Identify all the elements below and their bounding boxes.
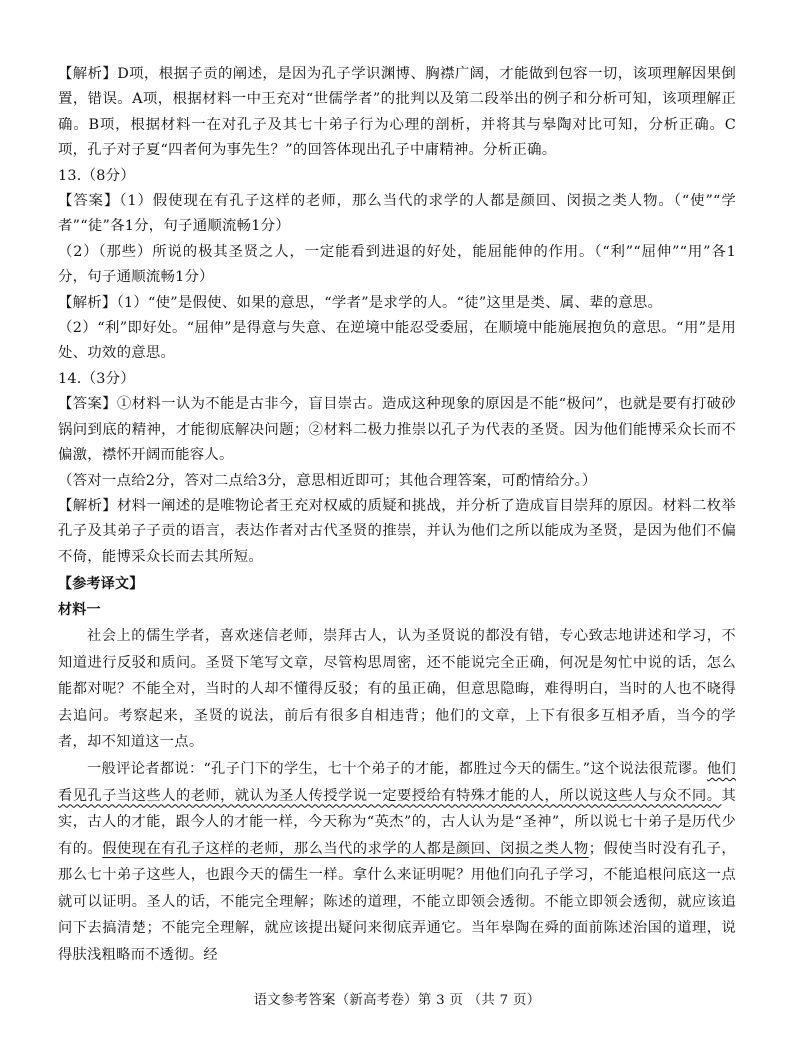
translation-2-sentence-b-underlined: 他们看见孔子当这些人的老师，就认为圣人传授学说一定要授给有特殊才能的人，所以说这些人与众不同。 <box>58 760 736 804</box>
analysis-13-part-2: （2）“利”即好处。“屈伸”是得意与失意、在逆境中能忍受委屈，在顺境中能施展抱负的意思。“用”是用处、功效的意思。 <box>58 320 736 362</box>
answer-14: 【答案】①材料一认为不能是古非今，盲目崇古。造成这种现象的原因是不能“极问”，也就是要有打破砂锅问到底的精神，才能彻底解决问题；②材料二极力推崇以孔子为代表的圣贤。因为他们能博采众长而不偏激，襟怀开阔而能容人。 <box>58 396 736 464</box>
analysis-paragraph-q12: 【解析】D项，根据子贡的阐述，是因为孔子学识渊博、胸襟广阔，才能做到包容一切，该项理解因果倒置，错误。A项，根据材料一中王充对“世儒学者”的批判以及第二段举出的例子和分析可知，该项理解正确。B项，根据材料一在对孔子及其七十弟子行为心理的剖析，并将其与皋陶对比可知，分析正确。C项，孔子对子夏“四者何为事先生？”的回答体现出孔子中庸精神。分析正确。 <box>58 66 736 159</box>
reference-translation-heading <box>58 572 736 597</box>
translation-2-sentence-c: 其实，古人的才能，跟今人的才能一样，今天称为“英杰”的，古人认为是“圣神”，所以说七十弟子是历代少有的。 <box>58 787 736 857</box>
reference-translation-title: 【参考译文】 <box>58 576 144 593</box>
translation-paragraph-1: 社会上的儒生学者，喜欢迷信老师，崇拜古人，认为圣贤说的都没有错，专心致志地讲述和学习，不知道进行反驳和质问。圣贤下笔写文章，尽管构思周密，还不能说完全正确，何况是匆忙中说的话，怎么能都对呢？不能全对，当时的人却不懂得反驳；有的虽正确，但意思隐晦，难得明白，当时的人也不晓得去追问。考察起来，圣贤的说法，前后有很多自相违背；他们的文章，上下有很多互相矛盾，当今的学者，却不知道这一点。 <box>58 627 736 751</box>
material-one-heading <box>58 598 736 623</box>
analysis-14: 【解析】材料一阐述的是唯物论者王充对权威的质疑和挑战，并分析了造成盲目崇拜的原因。材料二枚举孔子及其弟子子贡的语言，表达作者对古代圣贤的推崇，并认为他们之所以能成为圣贤，是因为他们不偏不倚，能博采众长而去其所短。 <box>58 497 736 565</box>
answer-13-part-1: 【答案】（1）假使现在有孔子这样的老师，那么当代的求学的人都是颜回、闵损之类人物。（“使”“学者”“徒”各1分，句子通顺流畅1分） <box>58 193 736 235</box>
material-one-title: 材料一 <box>58 601 101 618</box>
question-13-heading: 13.（8分） <box>58 167 135 184</box>
page-content <box>58 62 736 969</box>
translation-2-sentence-d-underlined: 假使现在有孔子这样的老师，那么当代的求学的人都是颜回、闵损之类人物 <box>102 840 589 857</box>
answer-13-part-2: （2）（那些）所说的极其圣贤之人，一定能看到进退的好处，能屈能伸的作用。（“利”“屈伸”“用”各1分，句子通顺流畅1分） <box>58 243 736 286</box>
page-footer: 语文参考答案（新高考卷）第 3 页 （共 7 页） <box>253 993 541 1008</box>
scoring-note-14: （答对一点给2分，答对二点给3分，意思相近即可；其他合理答案，可酌情给分。） <box>58 472 597 489</box>
translation-2-sentence-a: 一般评论者都说：“孔子门下的学生，七十个弟子的才能，都胜过今天的儒生。”这个说法很荒谬。 <box>87 760 707 777</box>
translation-2-sentence-e: ；假使当时没有孔子，那么七十弟子这些人，也跟今天的儒生一样。拿什么来证明呢？用他们向孔子学习，不能追根问底这一点就可以证明。圣人的话，不能完全理解；陈述的道理，不能立即领会透彻。不能立即领会透彻，就应该追问下去搞清楚；不能完全理解，就应该提出疑问来彻底弄通它。当年皋陶在舜的面前陈述治国的道理，说得肤浅粗略而不透彻。经 <box>58 840 736 964</box>
question-14-heading: 14.（3分） <box>58 370 135 387</box>
analysis-13-part-1: 【解析】（1）“使”是假使、如果的意思，“学者”是求学的人。“徒”这里是类、属、辈的意思。 <box>58 294 663 311</box>
translation-paragraph-2 <box>58 756 736 969</box>
